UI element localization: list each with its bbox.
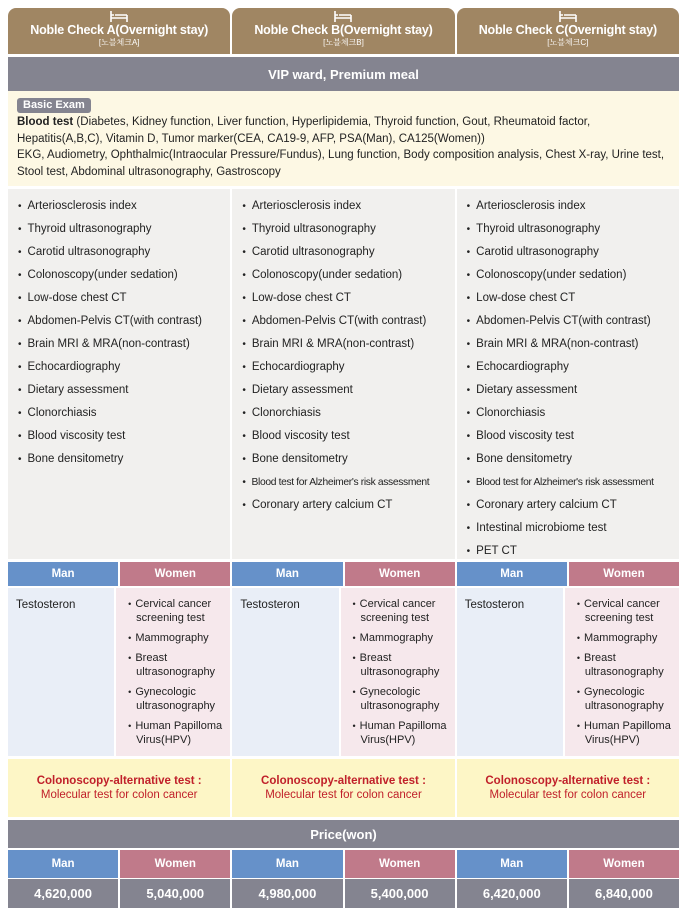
exam-item: • Echocardiography <box>467 356 679 379</box>
man-header: Man <box>8 850 118 878</box>
women-test-item: • Human Papilloma Virus(HPV) <box>353 719 451 747</box>
alternative-test-a <box>8 759 230 817</box>
women-test-item: • Cervical cancer screening test <box>128 597 226 625</box>
women-test-item: • Mammography <box>353 631 451 645</box>
alternative-test-b <box>232 759 454 817</box>
exam-item: • Clonorchiasis <box>467 402 679 425</box>
exam-item: • Abdomen-Pelvis CT(with contrast) <box>242 310 454 333</box>
exam-item: • Brain MRI & MRA(non-contrast) <box>18 333 230 356</box>
exam-item: • Dietary assessment <box>242 379 454 402</box>
man-header: Man <box>232 850 342 878</box>
exam-item: • Coronary artery calcium CT <box>467 494 679 517</box>
exam-item: • Thyroid ultrasonography <box>242 218 454 241</box>
man-header: Man <box>8 562 118 586</box>
price-c-man: 6,420,000 <box>457 879 567 908</box>
women-test-item: • Gynecologic ultrasonography <box>128 685 226 713</box>
women-test-item: • Breast ultrasonography <box>353 651 451 679</box>
plan-items-b <box>232 189 454 559</box>
exam-item: • Thyroid ultrasonography <box>18 218 230 241</box>
exam-item: • Echocardiography <box>18 356 230 379</box>
plan-header-c <box>457 8 679 54</box>
exam-item: • Dietary assessment <box>467 379 679 402</box>
price-a-women: 5,040,000 <box>120 879 230 908</box>
exam-item: • Colonoscopy(under sedation) <box>242 264 454 287</box>
alt-test-title: Colonoscopy-alternative test : <box>36 775 202 787</box>
exam-item: • PET CT <box>467 540 679 563</box>
exam-item: • Intestinal microbiome test <box>467 517 679 540</box>
exam-item: • Coronary artery calcium CT <box>242 494 454 517</box>
blood-test-label: Blood test <box>17 116 74 128</box>
alt-test-title: Colonoscopy-alternative test : <box>485 775 651 787</box>
bed-icon <box>332 10 354 23</box>
exam-item: • Echocardiography <box>242 356 454 379</box>
plan-headers <box>8 8 679 54</box>
women-tests <box>565 588 679 756</box>
exam-item: • Blood viscosity test <box>242 425 454 448</box>
exam-item: • Blood test for Alzheimer's risk assessment <box>467 471 679 494</box>
plan-header-a <box>8 8 230 54</box>
man-header: Man <box>457 562 567 586</box>
women-test-item: • Mammography <box>128 631 226 645</box>
exam-item: • Low-dose chest CT <box>18 287 230 310</box>
exam-item: • Bone densitometry <box>242 448 454 471</box>
plan-title: Noble Check C(Overnight stay) <box>478 23 657 37</box>
ward-band: VIP ward, Premium meal <box>8 57 679 91</box>
alt-test-text: Molecular test for colon cancer <box>40 789 198 801</box>
price-band: Price(won) <box>8 820 679 848</box>
women-tests <box>341 588 455 756</box>
exam-item: • Carotid ultrasonography <box>242 241 454 264</box>
exam-item: • Blood viscosity test <box>467 425 679 448</box>
alt-test-text: Molecular test for colon cancer <box>265 789 422 801</box>
plan-subtitle: [노블체크B] <box>323 38 364 47</box>
other-exams-text: EKG, Audiometry, Ophthalmic(Intraocular Pressure/Fundus), Lung function, Body composition analysis, Chest X-ray, Urine test, Stool test, Abdominal ultrasonography, Gastroscopy <box>17 149 665 178</box>
man-tests: Testosteron <box>457 588 563 756</box>
women-test-item: • Breast ultrasonography <box>577 651 675 679</box>
exam-item: • Colonoscopy(under sedation) <box>18 264 230 287</box>
plan-subtitle: [노블체크C] <box>547 38 589 47</box>
alt-test-title: Colonoscopy-alternative test : <box>261 775 426 787</box>
man-tests: Testosteron <box>232 588 338 756</box>
plan-items-row <box>8 189 679 559</box>
exam-item: • Bone densitometry <box>467 448 679 471</box>
blood-test-text: (Diabetes, Kidney function, Liver function, Hyperlipidemia, Thyroid function, Gout, Rheumatoid factor, Hepatitis(A,B,C), Vitamin D, Tumor marker(CEA, CA19-9, AFP, PSA(Man), CA125(Women)) <box>17 116 591 145</box>
women-test-item: • Human Papilloma Virus(HPV) <box>577 719 675 747</box>
price-b-women: 5,400,000 <box>345 879 455 908</box>
exam-item: • Blood test for Alzheimer's risk assessment <box>242 471 454 494</box>
exam-item: • Brain MRI & MRA(non-contrast) <box>467 333 679 356</box>
gender-tests-row <box>8 588 679 756</box>
alt-test-text: Molecular test for colon cancer <box>489 789 647 801</box>
exam-item: • Arteriosclerosis index <box>18 195 230 218</box>
plan-header-b <box>232 8 454 54</box>
price-c-women: 6,840,000 <box>569 879 679 908</box>
women-tests <box>116 588 230 756</box>
women-test-item: • Breast ultrasonography <box>128 651 226 679</box>
women-test-item: • Cervical cancer screening test <box>577 597 675 625</box>
women-header: Women <box>120 850 230 878</box>
bed-icon <box>557 10 579 23</box>
plan-title: Noble Check A(Overnight stay) <box>30 23 209 37</box>
women-test-item: • Mammography <box>577 631 675 645</box>
plan-items-a <box>8 189 230 559</box>
plan-items-c <box>457 189 679 559</box>
exam-item: • Carotid ultrasonography <box>18 241 230 264</box>
price-row <box>8 879 679 908</box>
exam-item: • Arteriosclerosis index <box>467 195 679 218</box>
women-header: Women <box>345 850 455 878</box>
exam-item: • Bone densitometry <box>18 448 230 471</box>
man-header: Man <box>232 562 342 586</box>
exam-item: • Colonoscopy(under sedation) <box>467 264 679 287</box>
women-header: Women <box>120 562 230 586</box>
women-header: Women <box>569 562 679 586</box>
women-test-item: • Human Papilloma Virus(HPV) <box>128 719 226 747</box>
price-a-man: 4,620,000 <box>8 879 118 908</box>
plan-title: Noble Check B(Overnight stay) <box>254 23 433 37</box>
alternative-test-c <box>457 759 679 817</box>
basic-exam-badge: Basic Exam <box>17 98 91 113</box>
exam-item: • Dietary assessment <box>18 379 230 402</box>
exam-item: • Abdomen-Pelvis CT(with contrast) <box>18 310 230 333</box>
price-b-man: 4,980,000 <box>232 879 342 908</box>
exam-item: • Low-dose chest CT <box>467 287 679 310</box>
alternative-test-row <box>8 759 679 817</box>
plan-subtitle: [노블체크A] <box>98 38 140 47</box>
gender-header-row <box>8 562 679 586</box>
exam-item: • Abdomen-Pelvis CT(with contrast) <box>467 310 679 333</box>
exam-item: • Low-dose chest CT <box>242 287 454 310</box>
exam-item: • Carotid ultrasonography <box>467 241 679 264</box>
man-header: Man <box>457 850 567 878</box>
exam-item: • Clonorchiasis <box>242 402 454 425</box>
women-test-item: • Gynecologic ultrasonography <box>353 685 451 713</box>
women-header: Women <box>345 562 455 586</box>
exam-item: • Thyroid ultrasonography <box>467 218 679 241</box>
exam-item: • Brain MRI & MRA(non-contrast) <box>242 333 454 356</box>
women-header: Women <box>569 850 679 878</box>
checkup-comparison-table <box>8 8 679 908</box>
women-test-item: • Cervical cancer screening test <box>353 597 451 625</box>
exam-item: • Arteriosclerosis index <box>242 195 454 218</box>
price-gender-header-row <box>8 850 679 878</box>
bed-icon <box>108 10 130 23</box>
man-tests: Testosteron <box>8 588 114 756</box>
exam-item: • Clonorchiasis <box>18 402 230 425</box>
basic-exam-section <box>8 91 679 186</box>
women-test-item: • Gynecologic ultrasonography <box>577 685 675 713</box>
exam-item: • Blood viscosity test <box>18 425 230 448</box>
